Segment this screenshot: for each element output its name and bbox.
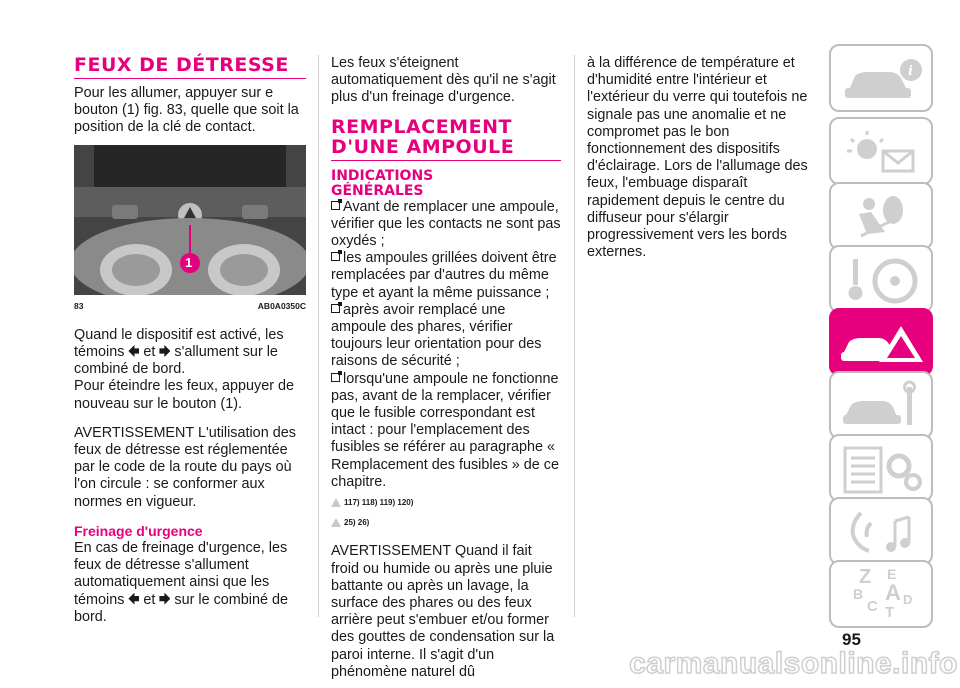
figure-callout-1: 1 <box>185 254 193 270</box>
bullet-item <box>331 371 561 491</box>
multimedia-icon[interactable] <box>829 497 933 565</box>
hazard-warning-text: AVERTISSEMENT L'utilisation des feux de détresse est réglementée par le code de la route du pays où l'on circule : se conformer aux normes en vigueur. <box>74 424 296 510</box>
caution-refs: 25) 26) <box>344 518 370 528</box>
steering-key-icon[interactable] <box>829 245 933 313</box>
section-title-rule <box>74 55 306 79</box>
bulb-title-rule <box>331 117 561 161</box>
column-divider <box>574 55 575 617</box>
column-1 <box>74 55 306 626</box>
figure-number: 83 <box>74 300 84 311</box>
figure-code: AB0A0350C <box>257 300 306 311</box>
bullet-item <box>331 199 561 251</box>
text-fragment: et <box>143 344 156 361</box>
checkbox-bullet-icon <box>331 304 340 313</box>
index-letter: T <box>885 604 895 621</box>
bullet-item <box>331 302 561 371</box>
text-fragment: Quand le dispositif est activé, les témoins <box>74 326 284 361</box>
text-fragment: et <box>143 591 156 608</box>
index-letters <box>853 566 919 624</box>
hazard-active-text <box>74 327 306 379</box>
section-title-hazard-lights: FEUX DE DÉTRESSE <box>74 54 289 76</box>
bullet-text: les ampoules grillées doivent être remplacées par d'autres du même type et ayant la même puissance ; <box>331 250 557 301</box>
page-number: 95 <box>842 630 861 649</box>
left-turn-indicator-icon <box>128 593 139 605</box>
bulb-replacement-title-1: REMPLACEMENT <box>331 115 512 138</box>
general-info-title-1: INDICATIONS <box>331 167 434 184</box>
watermark-text <box>0 648 960 683</box>
checkbox-bullet-icon <box>331 252 340 261</box>
text-fragment: sur le combiné de bord. <box>74 591 288 625</box>
figure-caption <box>74 298 306 315</box>
left-turn-indicator-icon <box>128 345 139 357</box>
right-turn-indicator-icon <box>159 593 170 605</box>
car-info-icon[interactable] <box>829 44 933 112</box>
svg-text:i: i <box>908 64 913 79</box>
figure-83-dashboard <box>74 145 306 295</box>
dashboard-lights-icon[interactable] <box>829 117 933 185</box>
right-turn-indicator-icon <box>159 345 170 357</box>
index-letter: C <box>867 598 878 615</box>
warning-refs: 117) 118) 119) 120) <box>344 498 414 508</box>
emergency-braking-continued: Les feux s'éteignent automatiquement dès qu'il ne s'agit plus d'un freinage d'urgence. <box>331 55 556 106</box>
dashboard-photo-illustration <box>74 145 306 295</box>
index-letter: B <box>853 586 864 602</box>
hazard-off-text: Pour éteindre les feux, appuyer de nouveau sur le bouton (1). <box>74 378 294 412</box>
footer-watermark <box>0 648 960 683</box>
car-maintenance-icon[interactable] <box>829 371 933 439</box>
index-letter: Z <box>859 566 872 588</box>
svg-text:carmanualsonline.info: carmanualsonline.info <box>629 648 958 680</box>
bulb-bullet-list <box>331 199 561 491</box>
column-2 <box>331 55 561 681</box>
index-letter: D <box>903 592 913 607</box>
airbag-seat-icon[interactable] <box>829 182 933 250</box>
bullet-text: lorsqu'une ampoule ne fonctionne pas, avant de la remplacer, vérifier que le fusible correspondant est intact : pour l'emplacement des fusibles se référer au paragraphe « Remplacement des fusibles » de ce chapitre. <box>331 370 559 490</box>
condensation-warning-text: AVERTISSEMENT Quand il fait froid ou humide ou après une pluie battante ou après un lavage, la surface des phares ou des feux arrière peut s'embuer et/ou former des gouttes de condensation sur la paroi interne. Il s'agit d'un phénomène naturel dû <box>331 543 555 680</box>
column-divider <box>318 55 319 617</box>
index-letter: E <box>887 566 897 582</box>
condensation-continued-text: à la différence de température et d'humidité entre l'intérieur et l'extérieur du verre qui toutefois ne signale pas une anomalie et ne compromet pas le bon fonctionnement des dispositifs d'éclairage. Lors de l'allumage des feux, l'embuage disparaît rapidement depuis le centre du diffuseur pour s'élargir progressivement vers les bords externes. <box>587 55 808 261</box>
emergency-braking-title: Freinage d'urgence <box>74 522 203 539</box>
emergency-braking-text <box>74 540 306 626</box>
checkbox-bullet-icon <box>331 201 340 210</box>
text-fragment: s'allument sur le combiné de bord. <box>74 344 278 378</box>
checkbox-bullet-icon <box>331 373 340 382</box>
warning-reference-2 <box>331 514 561 531</box>
hazard-emergency-icon[interactable] <box>829 308 933 376</box>
bullet-item <box>331 250 561 302</box>
column-3 <box>587 55 815 261</box>
warning-reference-1 <box>331 494 561 511</box>
bullet-text: Avant de remplacer une ampoule, vérifier que les contacts ne sont pas oxydés ; <box>331 198 561 250</box>
hazard-intro-text: Pour les allumer, appuyer sur e bouton (1) fig. 83, quelle que soit la position de la clé de contact. <box>74 85 299 136</box>
index-letter: A <box>885 580 901 605</box>
bulb-replacement-title-2: D'UNE AMPOULE <box>331 135 515 158</box>
warning-triangle-icon <box>331 498 341 507</box>
caution-triangle-icon <box>331 518 341 527</box>
bullet-text: après avoir remplacé une ampoule des phares, vérifier toujours leur orientation pour des raisons de sécurité ; <box>331 301 542 370</box>
specifications-gear-icon[interactable] <box>829 434 933 502</box>
alphabetical-index-icon[interactable] <box>829 560 933 628</box>
text-fragment: En cas de freinage d'urgence, les feux de détresse s'allument automatiquement ainsi que les témoins <box>74 540 288 608</box>
general-info-title-2: GÉNÉRALES <box>331 182 424 199</box>
